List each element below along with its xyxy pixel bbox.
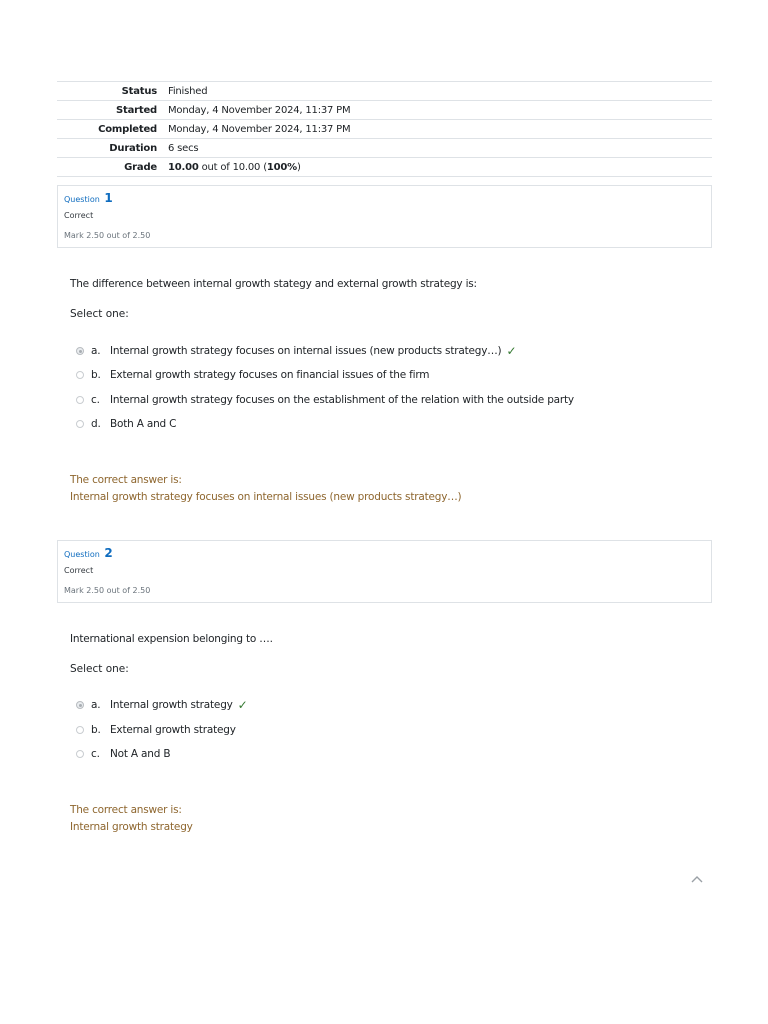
option-letter: c. xyxy=(91,394,100,406)
summary-row-duration xyxy=(57,139,712,158)
question-label: Question xyxy=(64,550,100,559)
summary-value: Monday, 4 November 2024, 11:37 PM xyxy=(168,123,351,135)
radio-button[interactable] xyxy=(76,726,84,734)
feedback-answer: Internal growth strategy xyxy=(70,821,193,833)
question-grade: Mark 2.50 out of 2.50 xyxy=(64,231,151,240)
answer-option-a[interactable] xyxy=(76,343,516,359)
summary-value: Monday, 4 November 2024, 11:37 PM xyxy=(168,104,351,116)
radio-button[interactable] xyxy=(76,420,84,428)
option-text: Internal growth strategy focuses on internal issues (new products strategy…) xyxy=(110,345,502,357)
feedback-title: The correct answer is: xyxy=(70,804,182,816)
answer-option-c[interactable] xyxy=(76,392,574,408)
radio-button[interactable] xyxy=(76,371,84,379)
radio-button[interactable] xyxy=(76,701,84,709)
grade-close: ) xyxy=(297,161,301,173)
feedback-answer: Internal growth strategy focuses on internal issues (new products strategy…) xyxy=(70,491,462,503)
question-number-line xyxy=(64,546,113,560)
summary-value: Finished xyxy=(168,85,208,97)
question-grade: Mark 2.50 out of 2.50 xyxy=(64,586,151,595)
question-info-1 xyxy=(57,185,712,248)
back-to-top-button[interactable] xyxy=(686,868,708,890)
question-text: The difference between internal growth stategy and external growth strategy is: xyxy=(70,278,477,290)
radio-button[interactable] xyxy=(76,396,84,404)
option-text: Internal growth strategy focuses on the establishment of the relation with the outside party xyxy=(110,394,574,406)
question-number: 2 xyxy=(104,546,113,560)
option-letter: b. xyxy=(91,369,101,381)
chevron-up-icon xyxy=(691,875,703,883)
summary-label: Duration xyxy=(109,142,157,154)
question-state: Correct xyxy=(64,566,94,575)
select-one-prompt: Select one: xyxy=(70,663,129,675)
answer-option-c[interactable] xyxy=(76,746,170,762)
option-letter: a. xyxy=(91,345,101,357)
question-number: 1 xyxy=(104,191,113,205)
summary-row-completed xyxy=(57,120,712,139)
option-text: Not A and B xyxy=(110,748,171,760)
summary-value-grade xyxy=(157,162,301,173)
answer-option-a[interactable] xyxy=(76,697,248,713)
check-icon: ✓ xyxy=(237,698,248,712)
answer-option-b[interactable] xyxy=(76,367,429,383)
attempt-summary-table xyxy=(57,81,712,177)
option-text: Both A and C xyxy=(110,418,177,430)
summary-label: Grade xyxy=(124,161,157,173)
answer-option-b[interactable] xyxy=(76,722,236,738)
grade-score: 10.00 xyxy=(168,161,199,173)
correct-answer-feedback xyxy=(70,802,193,836)
question-number-line xyxy=(64,191,113,205)
option-text: External growth strategy xyxy=(110,724,236,736)
grade-percent: 100% xyxy=(266,161,297,173)
check-icon: ✓ xyxy=(506,344,517,358)
option-letter: c. xyxy=(91,748,100,760)
answer-option-d[interactable] xyxy=(76,416,176,432)
summary-row-grade xyxy=(57,158,712,177)
option-text: Internal growth strategy xyxy=(110,699,233,711)
grade-out-of: out of 10.00 ( xyxy=(198,161,267,173)
question-state: Correct xyxy=(64,211,94,220)
summary-row-status xyxy=(57,82,712,101)
radio-button[interactable] xyxy=(76,347,84,355)
summary-row-started xyxy=(57,101,712,120)
option-letter: b. xyxy=(91,724,101,736)
question-text: International expension belonging to …. xyxy=(70,633,273,645)
summary-label: Completed xyxy=(98,123,157,135)
question-info-2 xyxy=(57,540,712,603)
option-letter: d. xyxy=(91,418,101,430)
option-text: External growth strategy focuses on financial issues of the firm xyxy=(110,369,430,381)
radio-button[interactable] xyxy=(76,750,84,758)
select-one-prompt: Select one: xyxy=(70,308,129,320)
summary-label: Started xyxy=(116,104,157,116)
question-label: Question xyxy=(64,195,100,204)
feedback-title: The correct answer is: xyxy=(70,474,182,486)
summary-value: 6 secs xyxy=(168,142,199,154)
correct-answer-feedback xyxy=(70,472,461,506)
summary-label: Status xyxy=(121,85,157,97)
option-letter: a. xyxy=(91,699,101,711)
